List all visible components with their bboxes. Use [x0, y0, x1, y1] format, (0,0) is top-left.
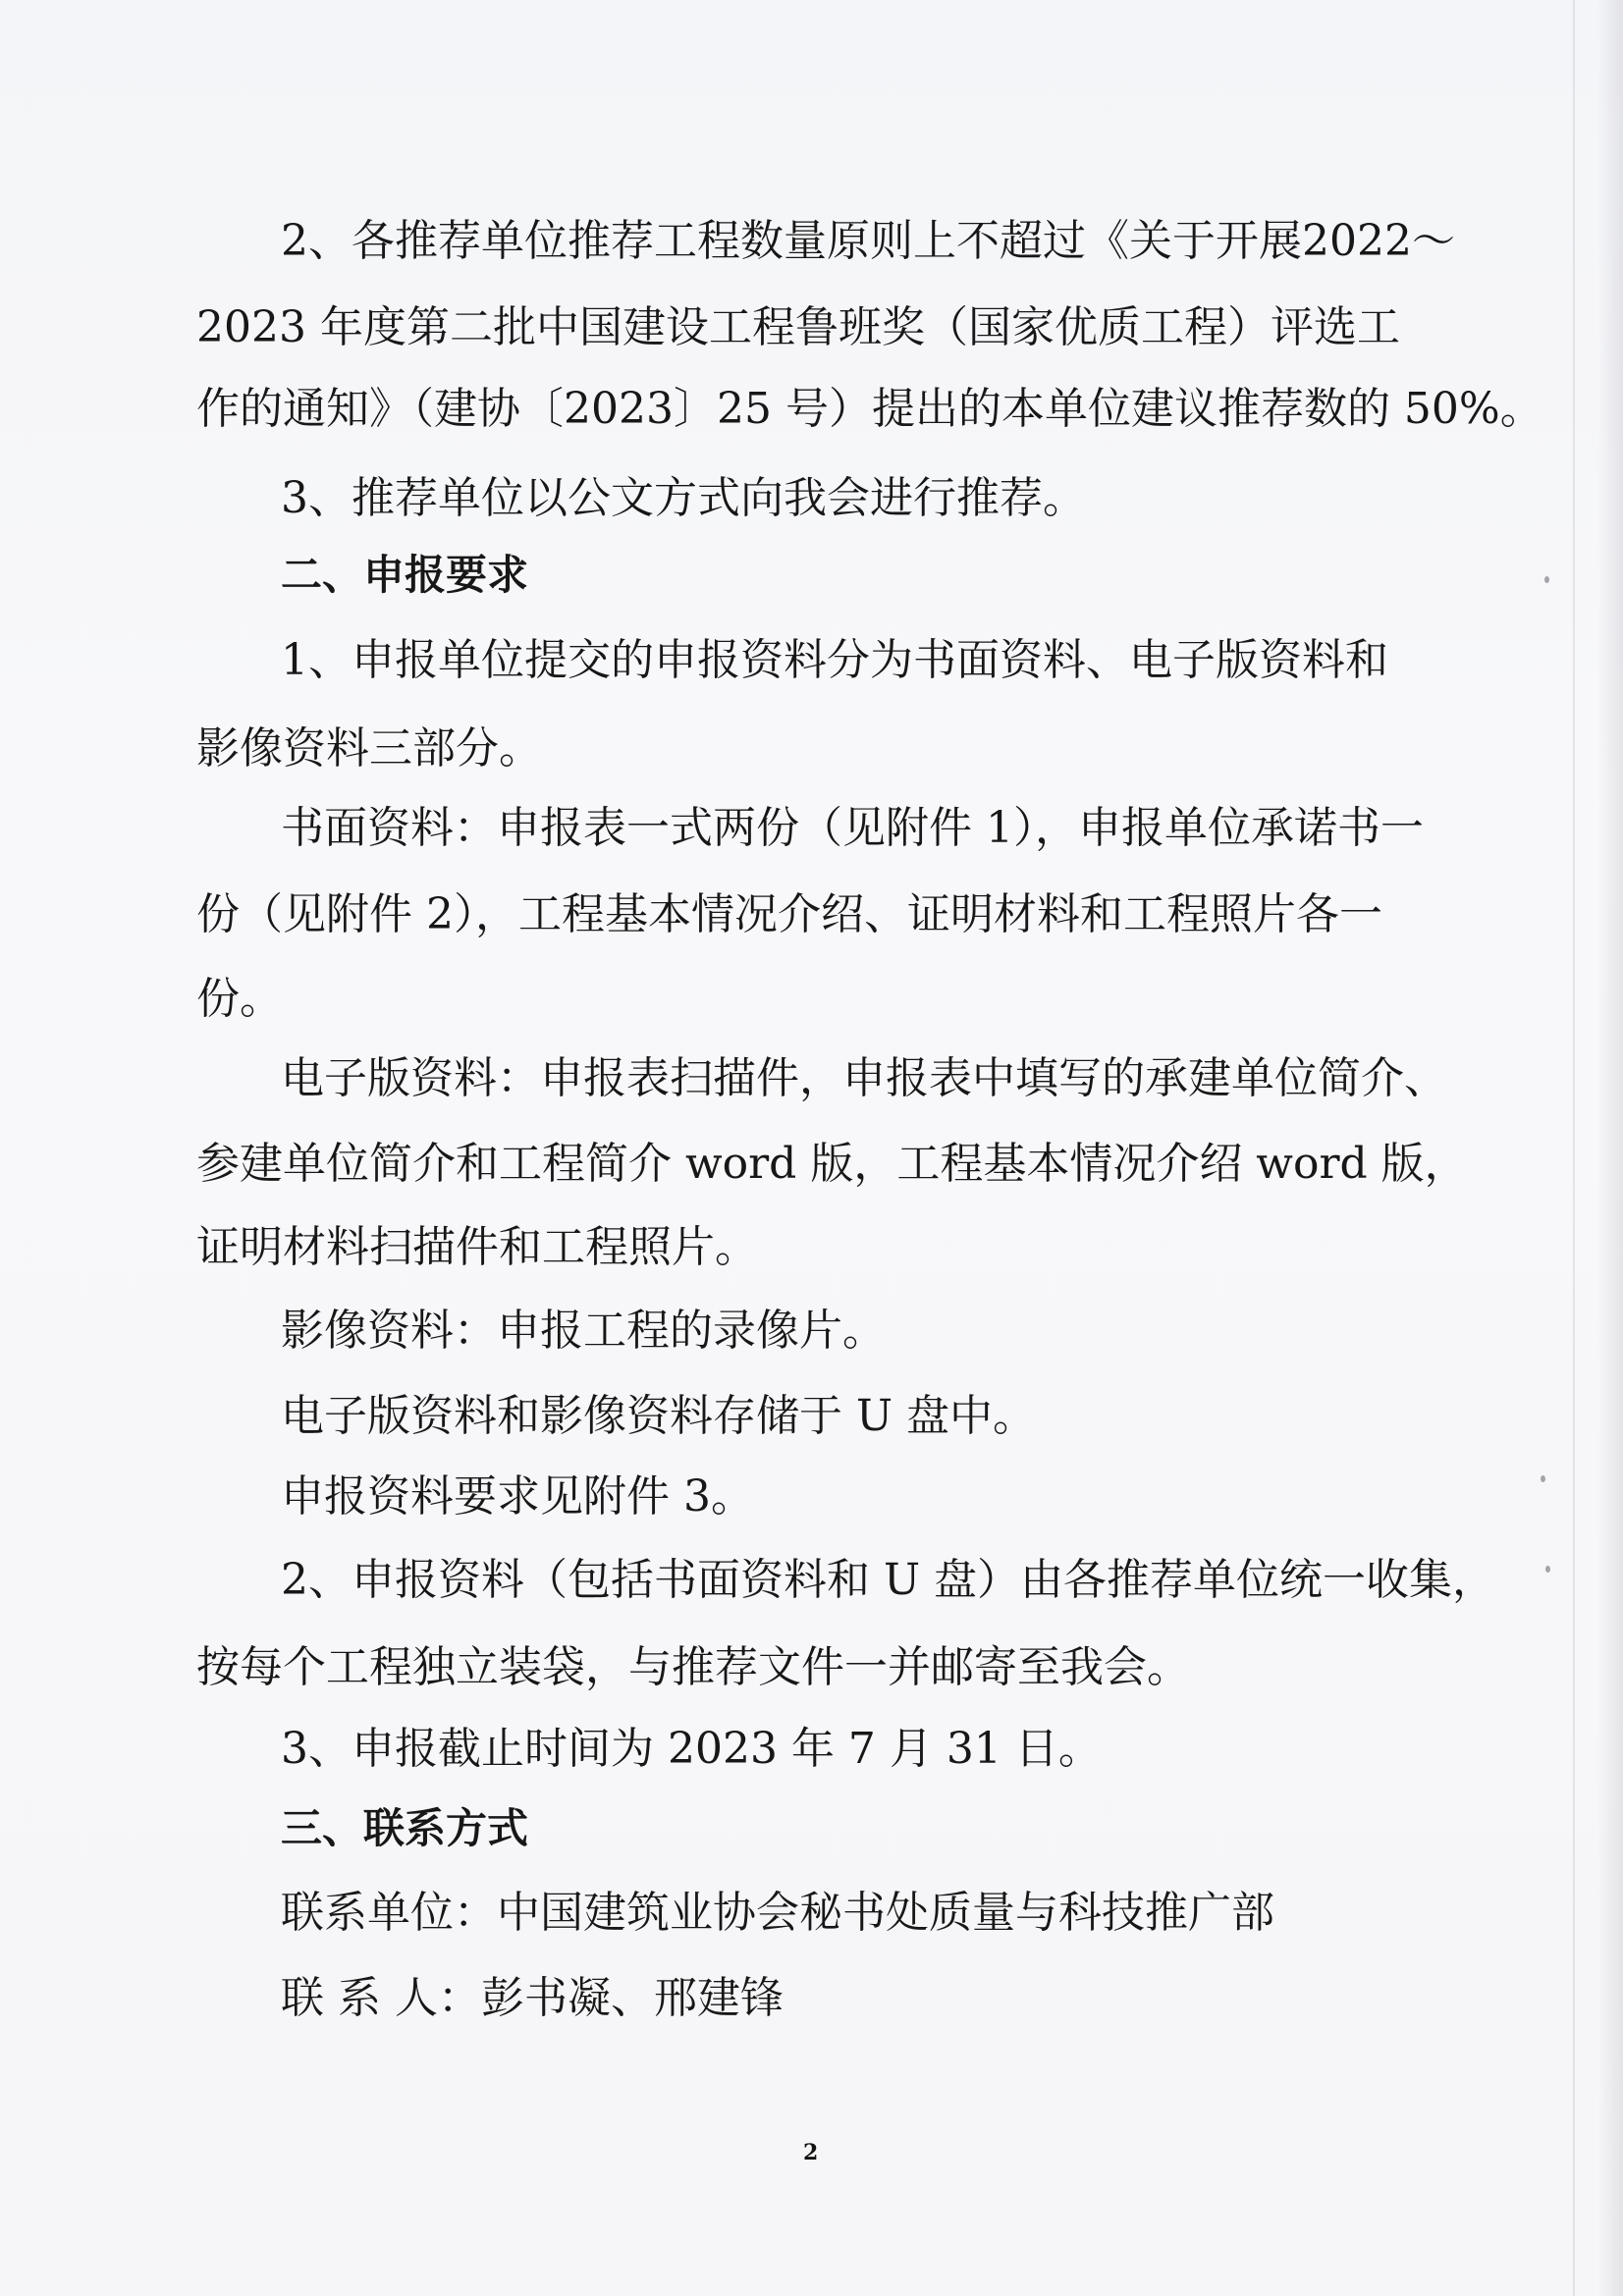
paragraph-line-recommendation-limit-3: 作的通知》（建协〔2023〕25 号）提出的本单位建议推荐数的 50%。: [196, 384, 1543, 434]
paragraph-line-materials-parts-1: 1、申报单位提交的申报资料分为书面资料、电子版资料和: [281, 635, 1388, 685]
paragraph-line-electronic-materials-2: 参建单位简介和工程简介 word 版，工程基本情况介绍 word 版，: [196, 1139, 1468, 1189]
paragraph-line-written-materials-1: 书面资料：申报表一式两份（见附件 1），申报单位承诺书一: [281, 803, 1424, 853]
paragraph-line-written-materials-2: 份（见附件 2），工程基本情况介绍、证明材料和工程照片各一: [196, 889, 1382, 939]
paragraph-line-recommendation-limit-2: 2023 年度第二批中国建设工程鲁班奖（国家优质工程）评选工: [196, 302, 1400, 352]
paragraph-line-written-materials-3: 份。: [196, 974, 283, 1024]
scan-speck: [1544, 576, 1549, 583]
paragraph-line-electronic-materials-1: 电子版资料：申报表扫描件，申报表中填写的承建单位简介、: [281, 1053, 1447, 1103]
scan-speck: [1541, 1475, 1545, 1482]
paragraph-line-usb-storage: 电子版资料和影像资料存储于 U 盘中。: [281, 1391, 1037, 1441]
paragraph-line-recommendation-limit-1: 2、各推荐单位推荐工程数量原则上不超过《关于开展2022～: [281, 216, 1455, 266]
paragraph-line-materials-parts-2: 影像资料三部分。: [196, 723, 542, 774]
paragraph-line-video-materials: 影像资料：申报工程的录像片。: [281, 1306, 886, 1356]
scan-fold-line: [1573, 0, 1575, 2296]
paragraph-line-electronic-materials-3: 证明材料扫描件和工程照片。: [196, 1222, 758, 1272]
paragraph-line-collection-2: 按每个工程独立装袋，与推荐文件一并邮寄至我会。: [196, 1642, 1190, 1692]
section-heading-application-requirements: 二、申报要求: [281, 551, 529, 599]
scan-shadow-edge: [1597, 0, 1623, 2296]
scan-speck: [1545, 1566, 1550, 1573]
section-heading-contact-information: 三、联系方式: [281, 1804, 529, 1852]
paragraph-line-collection-1: 2、申报资料（包括书面资料和 U 盘）由各推荐单位统一收集，: [281, 1555, 1496, 1605]
contact-person-line: 联 系 人：彭书凝、邢建锋: [281, 1973, 784, 2023]
page-number: 2: [803, 2140, 819, 2165]
contact-unit-line: 联系单位：中国建筑业协会秘书处质量与科技推广部: [281, 1888, 1274, 1938]
paragraph-line-material-requirements: 申报资料要求见附件 3。: [281, 1471, 754, 1522]
paragraph-line-official-recommendation: 3、推荐单位以公文方式向我会进行推荐。: [281, 473, 1086, 523]
paragraph-line-deadline: 3、申报截止时间为 2023 年 7 月 31 日。: [281, 1724, 1102, 1774]
